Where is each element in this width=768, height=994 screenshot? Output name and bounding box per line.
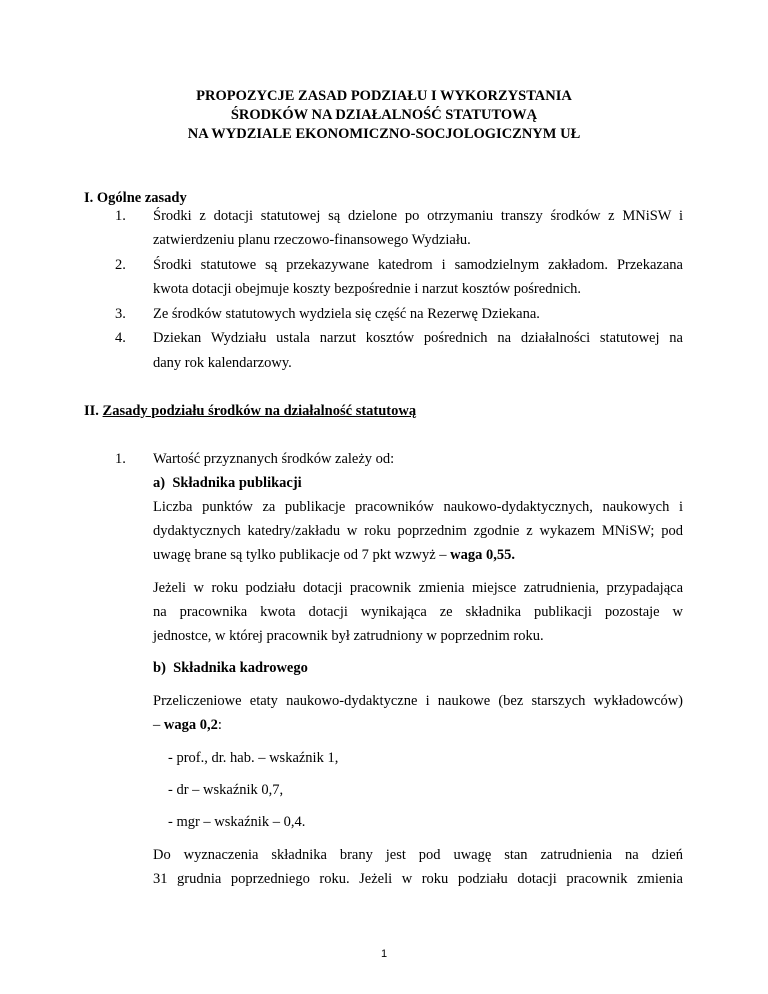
sub-a-p2-line-3: jednostce, w której pracownik był zatrudniony w poprzednim roku.	[153, 628, 544, 644]
sub-b-dash: –	[153, 717, 164, 733]
sub-a-p1-line-2: dydaktycznych katedry/zakładu w roku poprzednim zgodnie z wykazem MNiSW; pod	[153, 523, 683, 539]
subsection-b-label: b)	[153, 660, 166, 676]
section-2-title: Zasady podziału środków na działalność statutową	[102, 403, 417, 419]
subsection-a-heading	[153, 474, 302, 493]
sub-a-p2-line-1: Jeżeli w roku podziału dotacji pracownik zmienia miejsce zatrudnienia, przypadająca	[153, 580, 683, 596]
subsection-a-title: Składnika publikacji	[172, 475, 302, 491]
section-1-heading	[84, 189, 187, 208]
item-2-number: 2.	[115, 257, 126, 273]
item-1-number: 1.	[115, 208, 126, 224]
section-1-title: Ogólne zasady	[96, 190, 187, 206]
sub-a-p2-line-2: na pracownika kwota dotacji wynikająca ze składnika publikacji pozostaje w	[153, 604, 683, 620]
subsection-b-title: Składnika kadrowego	[173, 660, 308, 676]
sub-a-p1-line-1: Liczba punktów za publikacje pracowników naukowo-dydaktycznych, naukowych i	[153, 499, 683, 515]
item-3-line-1: Ze środków statutowych wydziela się część na Rezerwę Dziekana.	[153, 306, 540, 322]
indicator-prof: - prof., dr. hab. – wskaźnik 1,	[168, 750, 339, 766]
page-number: 1	[380, 948, 388, 960]
sub-b-p1-line-1: Przeliczeniowe etaty naukowo-dydaktyczne i naukowe (bez starszych wykładowców)	[153, 693, 683, 709]
sub-a-p1-line-3-text: uwagę brane są tylko publikacje od 7 pkt wzwyż –	[153, 547, 451, 563]
title-line-1: PROPOZYCJE ZASAD PODZIAŁU I WYKORZYSTANIA	[196, 88, 572, 104]
indicator-dr: - dr – wskaźnik 0,7,	[168, 782, 284, 798]
sub-b-p2-line-1: Do wyznaczenia składnika brany jest pod uwagę stan zatrudnienia na dzień	[153, 847, 683, 863]
section-1-number: I.	[84, 190, 94, 206]
item-2-line-1: Środki statutowe są przekazywane katedrom i samodzielnym zakładom. Przekazana	[153, 257, 683, 273]
sec2-item-1-number: 1.	[115, 451, 126, 467]
item-4-line-2: dany rok kalendarzowy.	[153, 355, 292, 371]
item-2-line-2: kwota dotacji obejmuje koszty bezpośrednie i narzut kosztów pośrednich.	[153, 281, 582, 297]
section-2-number: II.	[84, 403, 99, 419]
subsection-b-heading	[153, 659, 308, 678]
title-line-2: ŚRODKÓW NA DZIAŁALNOŚĆ STATUTOWĄ	[230, 107, 538, 123]
sub-b-p1-line-2	[153, 716, 222, 735]
item-1-line-2: zatwierdzeniu planu rzeczowo-finansowego Wydziału.	[153, 232, 471, 248]
title-line-3: NA WYDZIALE EKONOMICZNO-SOCJOLOGICZNYM UŁ	[187, 126, 581, 142]
item-3-number: 3.	[115, 306, 126, 322]
indicator-mgr: - mgr – wskaźnik – 0,4.	[168, 814, 306, 830]
section-2-heading	[84, 402, 416, 421]
sub-a-weight: waga 0,55.	[450, 547, 516, 563]
subsection-a-label: a)	[153, 475, 166, 491]
sec2-item-1-text: Wartość przyznanych środków zależy od:	[153, 451, 395, 467]
sub-b-weight: waga 0,2	[163, 717, 218, 733]
item-4-line-1: Dziekan Wydziału ustala narzut kosztów pośrednich na działalności statutowej na	[153, 330, 683, 346]
item-1-line-1: Środki z dotacji statutowej są dzielone po otrzymaniu transzy środków z MNiSW i	[153, 208, 683, 224]
sub-b-colon: :	[217, 717, 222, 733]
sub-b-p2-line-2: 31 grudnia poprzedniego roku. Jeżeli w roku podziału dotacji pracownik zmienia	[153, 871, 683, 887]
sub-a-p1-line-3	[153, 546, 515, 565]
item-4-number: 4.	[115, 330, 126, 346]
